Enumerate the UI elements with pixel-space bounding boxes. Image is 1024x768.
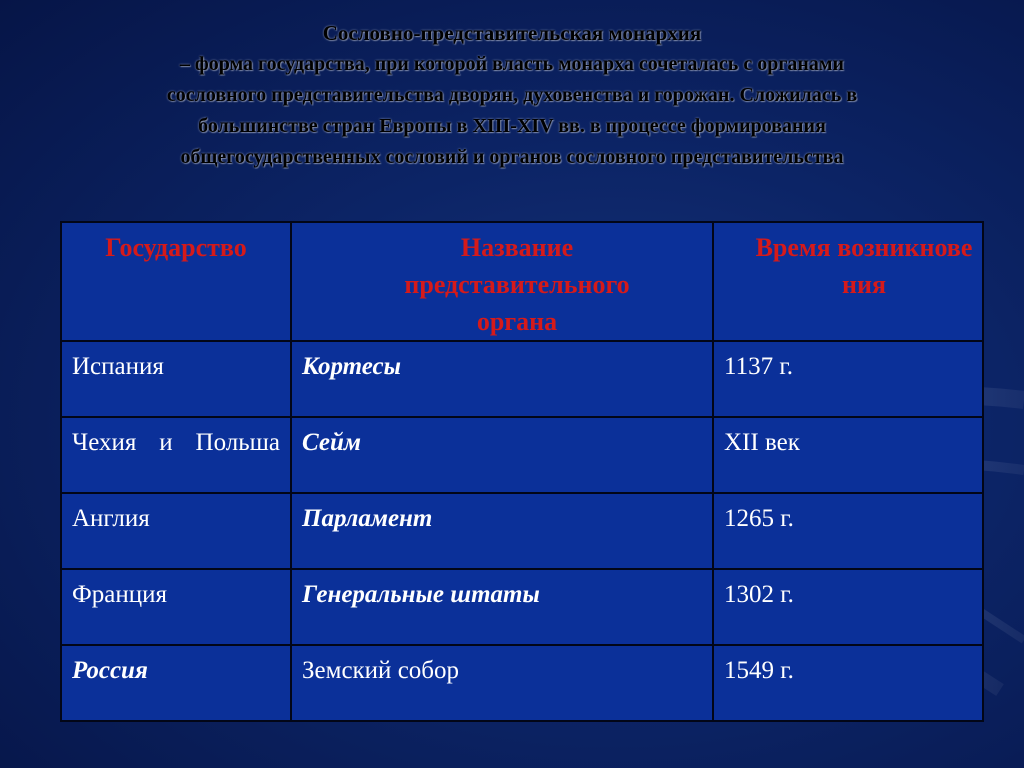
header-state: Государство bbox=[61, 222, 291, 341]
header-time: Время возникновения bbox=[713, 222, 983, 341]
time-cell: 1137 г. bbox=[713, 341, 983, 417]
country-cell: Англия bbox=[61, 493, 291, 569]
country-text: Чехия и Польша bbox=[72, 429, 280, 456]
definition-heading bbox=[30, 18, 994, 173]
time-cell: 1549 г. bbox=[713, 645, 983, 721]
table-row bbox=[61, 569, 983, 645]
heading-title: Сословно-представительская монархия bbox=[322, 21, 702, 45]
table-row bbox=[61, 341, 983, 417]
body-cell: Генеральные штаты bbox=[291, 569, 713, 645]
table-row bbox=[61, 645, 983, 721]
heading-line-4: общегосударственных сословий и органов сословного представительства bbox=[180, 146, 844, 168]
body-cell: Земский собор bbox=[291, 645, 713, 721]
header-body-name: Название представительного органа bbox=[291, 222, 713, 341]
body-cell: Кортесы bbox=[291, 341, 713, 417]
heading-line-2: сословного представительства дворян, духовенства и горожан. Сложилась в bbox=[166, 84, 858, 106]
body-cell: Сейм bbox=[291, 417, 713, 493]
time-cell: 1265 г. bbox=[713, 493, 983, 569]
country-cell: Испания bbox=[61, 341, 291, 417]
country-cell: Россия bbox=[61, 645, 291, 721]
table-row bbox=[61, 417, 983, 493]
heading-line-3: большинстве стран Европы в XIII-XIV вв. в процессе формирования bbox=[198, 115, 826, 137]
table-row bbox=[61, 493, 983, 569]
monarchy-table bbox=[60, 221, 984, 722]
country-cell bbox=[61, 417, 291, 493]
time-cell: 1302 г. bbox=[713, 569, 983, 645]
time-cell: XII век bbox=[713, 417, 983, 493]
heading-line-1: – форма государства, при которой власть монарха сочеталась с органами bbox=[179, 53, 845, 75]
body-cell: Парламент bbox=[291, 493, 713, 569]
country-cell: Франция bbox=[61, 569, 291, 645]
